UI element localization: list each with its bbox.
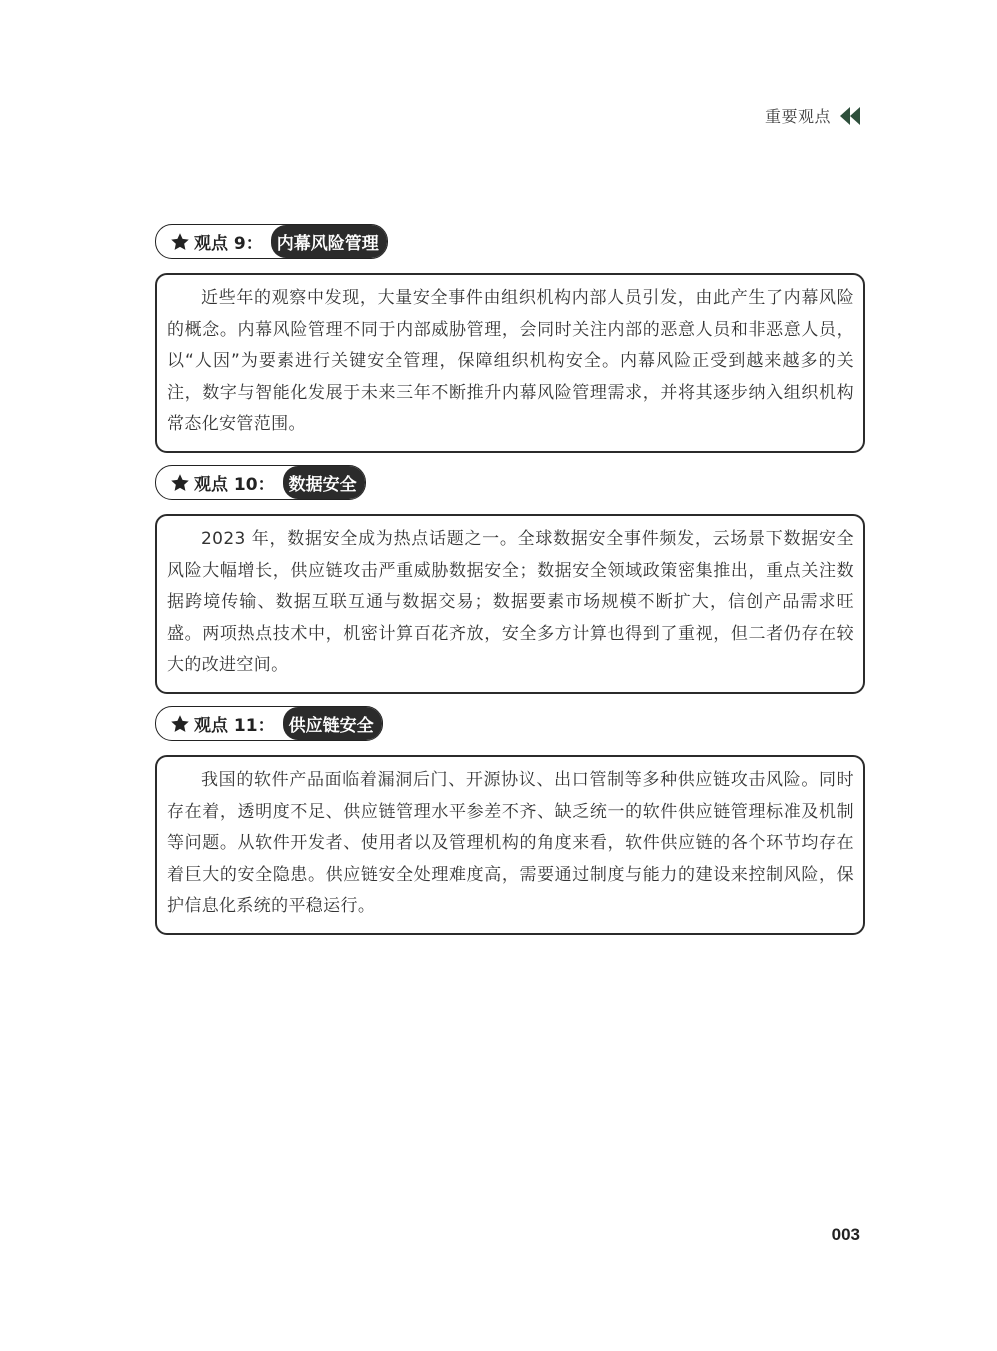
- running-header: [765, 104, 861, 127]
- viewpoint-title: 供应链安全: [283, 707, 382, 740]
- page-number: 003: [831, 1225, 860, 1244]
- double-chevron-left-icon: [839, 106, 861, 126]
- viewpoint-title: 内幕风险管理: [271, 225, 387, 258]
- viewpoint-tag: [155, 224, 388, 259]
- viewpoint-box: [155, 755, 865, 935]
- viewpoint-body: 我国的软件产品面临着漏洞后门、开源协议、出口管制等多种供应链攻击风险。同时存在着，透明度不足、供应链管理水平参差不齐、缺乏统一的软件供应链管理标准及机制等问题。从软件开发者、使用者以及管理机构的角度来看，软件供应链的各个环节均存在着巨大的安全隐患。供应链安全处理难度高，需要通过制度与能力的建设来控制风险，保护信息化系统的平稳运行。: [167, 770, 854, 916]
- viewpoint-number: 观点 10：: [190, 466, 283, 499]
- viewpoint-section-9: [155, 224, 865, 453]
- viewpoint-body: 2023 年，数据安全成为热点话题之一。全球数据安全事件频发，云场景下数据安全风险大幅增长，供应链攻击严重威胁数据安全；数据安全领域政策密集推出，重点关注数据跨境传输、数据互联互通与数据交易；数据要素市场规模不断扩大，信创产品需求旺盛。两项热点技术中，机密计算百花齐放，安全多方计算也得到了重视，但二者仍存在较大的改进空间。: [167, 529, 854, 675]
- viewpoint-tag: [155, 706, 383, 741]
- viewpoint-tag: [155, 465, 366, 500]
- viewpoint-box: [155, 514, 865, 694]
- star-icon: [156, 466, 190, 499]
- viewpoint-section-11: [155, 706, 865, 935]
- star-icon: [156, 707, 190, 740]
- running-header-title: 重要观点: [764, 107, 831, 126]
- viewpoint-number: 观点 9：: [190, 225, 271, 258]
- star-icon: [156, 225, 190, 258]
- viewpoint-title: 数据安全: [283, 466, 365, 499]
- viewpoint-box: [155, 273, 865, 453]
- viewpoint-number: 观点 11：: [190, 707, 283, 740]
- viewpoint-section-10: [155, 465, 865, 694]
- viewpoint-body: 近些年的观察中发现，大量安全事件由组织机构内部人员引发，由此产生了内幕风险的概念。内幕风险管理不同于内部威胁管理，会同时关注内部的恶意人员和非恶意人员，以“人因”为要素进行关键安全管理，保障组织机构安全。内幕风险正受到越来越多的关注，数字与智能化发展于未来三年不断推升内幕风险管理需求，并将其逐步纳入组织机构常态化安管范围。: [167, 288, 854, 434]
